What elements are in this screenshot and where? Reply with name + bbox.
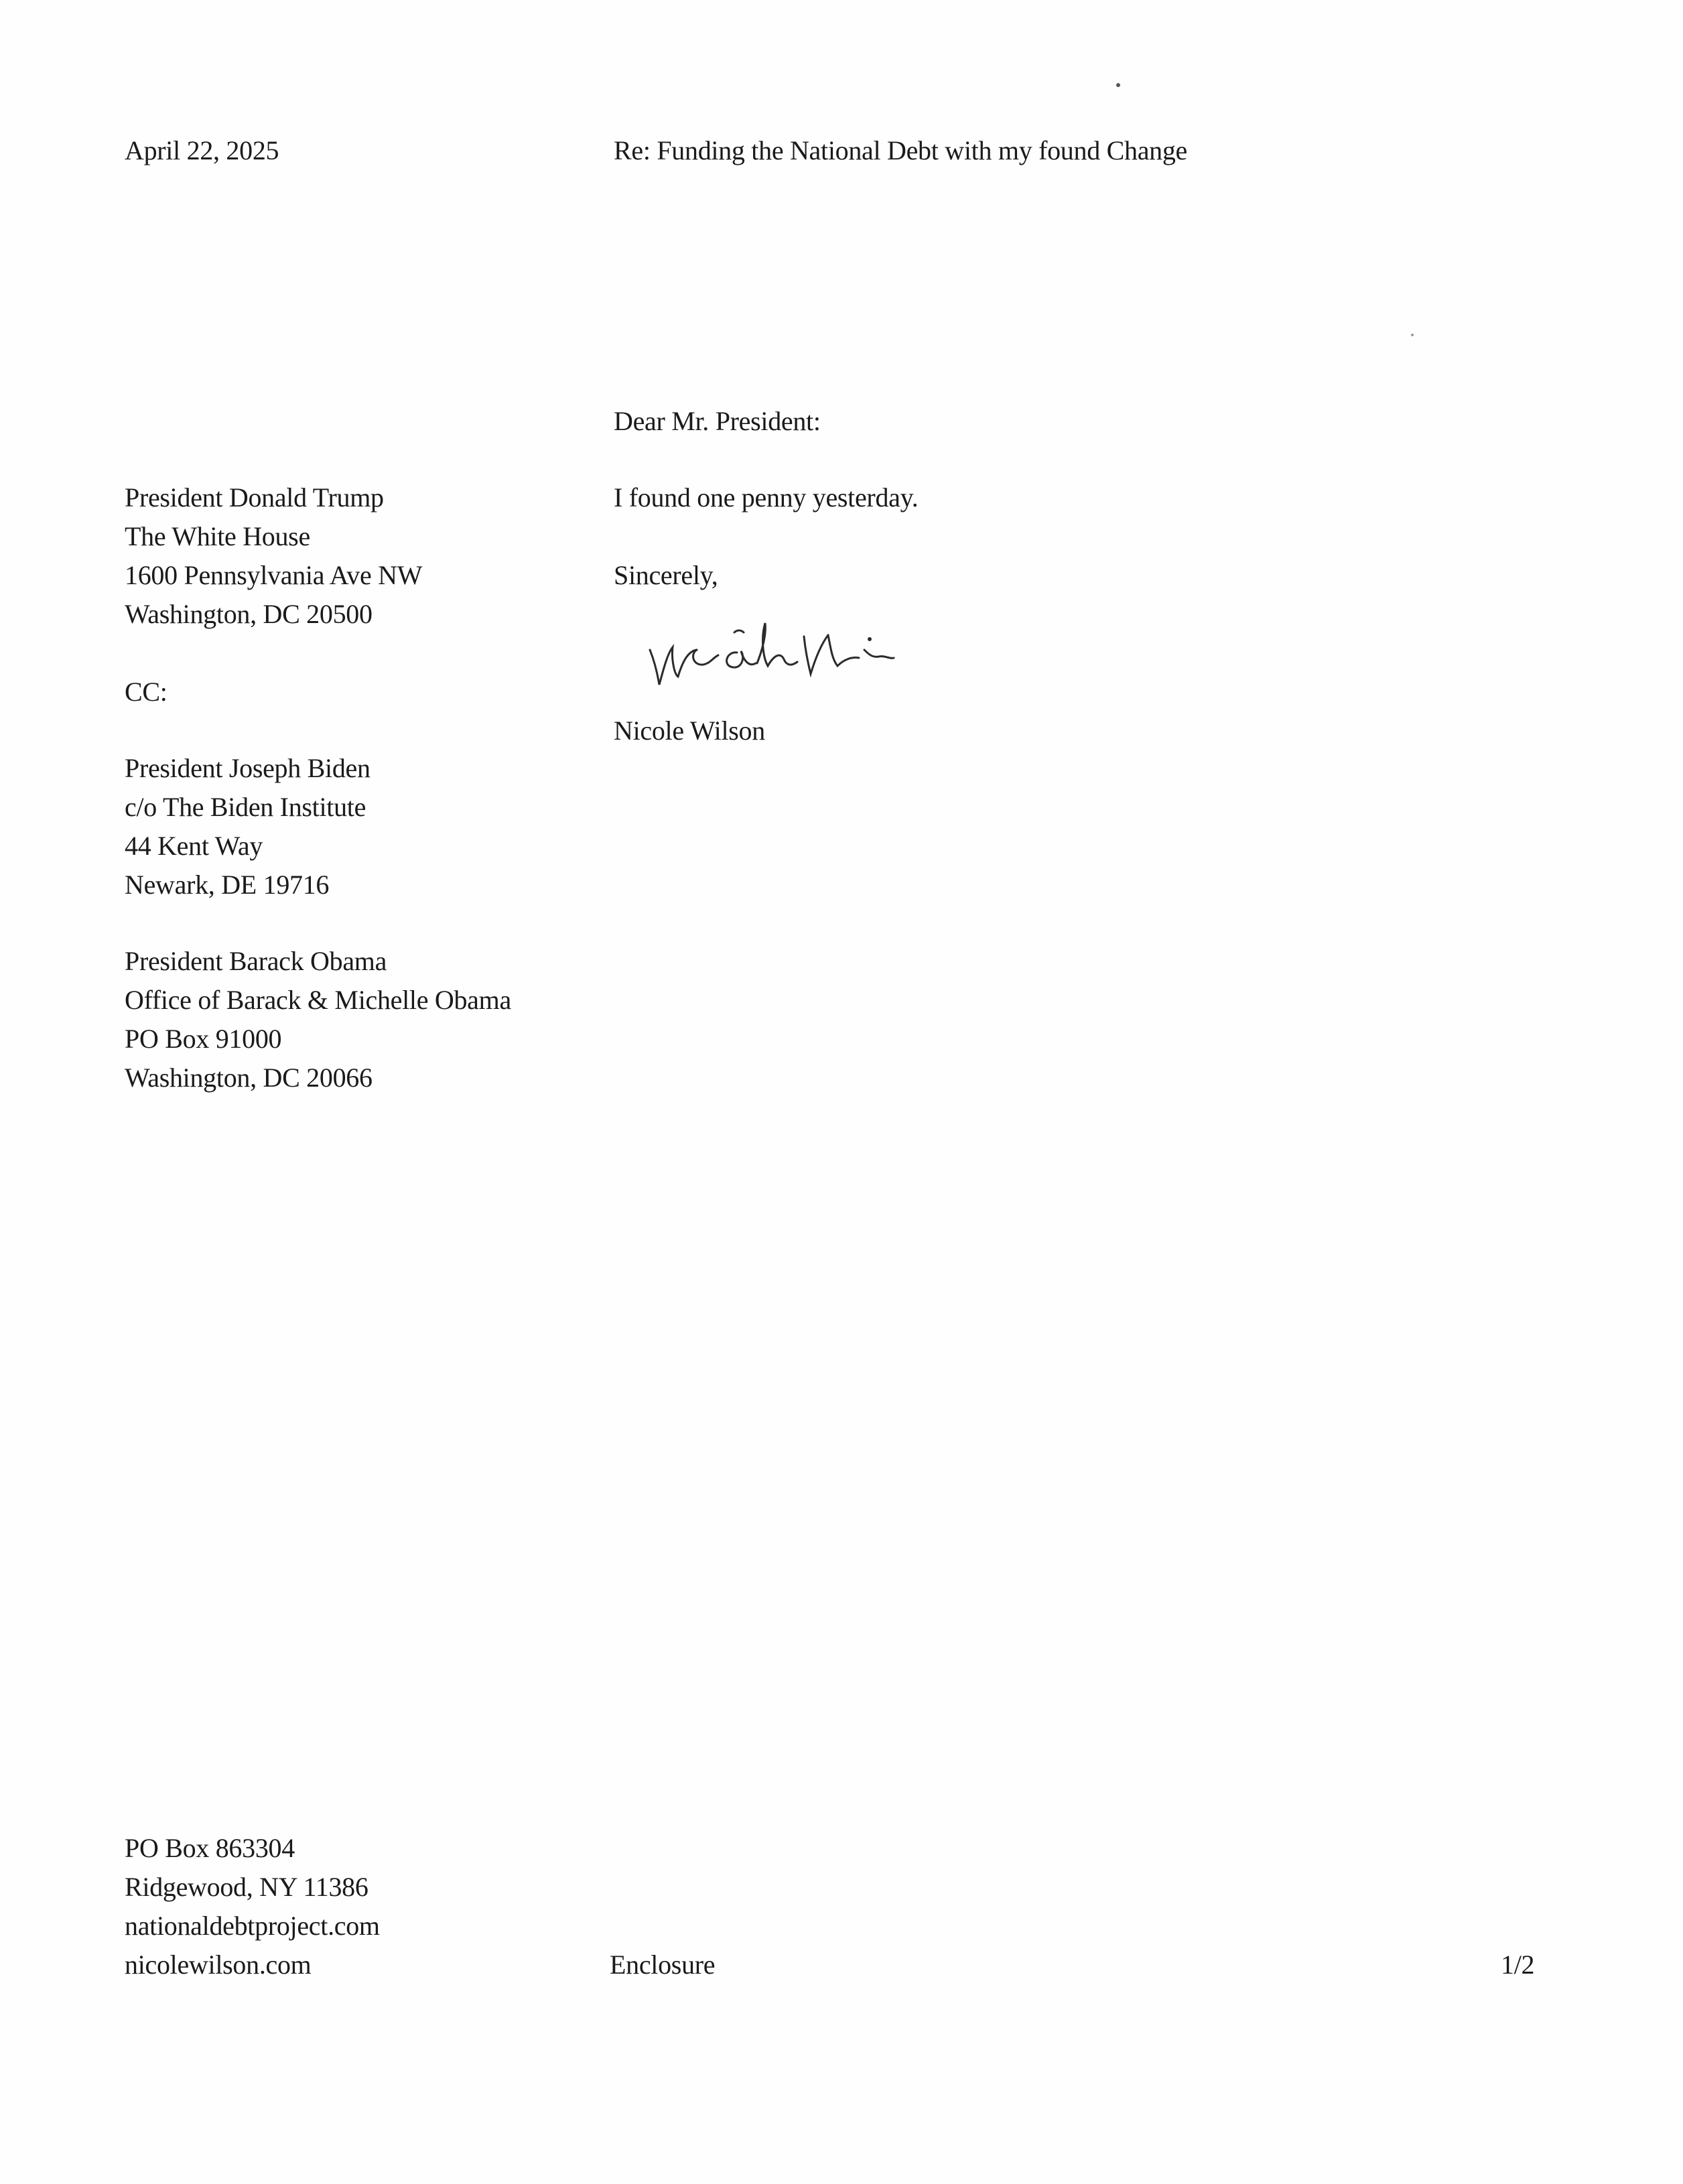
closing: Sincerely,: [614, 560, 718, 590]
scan-speck: [1116, 83, 1120, 87]
address-line: President Joseph Biden: [125, 753, 371, 783]
recipient-address: [125, 478, 422, 634]
letter-date: April 22, 2025: [125, 135, 279, 165]
address-line: Washington, DC 20500: [125, 599, 373, 629]
address-line: 1600 Pennsylvania Ave NW: [125, 560, 423, 590]
address-line: Ridgewood, NY 11386: [125, 1872, 368, 1902]
address-line: President Donald Trump: [125, 482, 384, 513]
address-line: The White House: [125, 521, 310, 551]
address-line: Newark, DE 19716: [125, 870, 330, 900]
cc-recipient-address: [125, 749, 371, 904]
sender-address: [125, 1829, 380, 1984]
address-line: Washington, DC 20066: [125, 1063, 373, 1093]
handwritten-signature: [643, 610, 951, 703]
address-line: Office of Barack & Michelle Obama: [125, 985, 511, 1015]
address-line: PO Box 863304: [125, 1833, 295, 1863]
salutation: Dear Mr. President:: [614, 406, 821, 436]
cc-label: CC:: [125, 677, 167, 707]
page-number: 1/2: [1501, 1950, 1535, 1980]
website-link[interactable]: nationaldebtproject.com: [125, 1911, 380, 1941]
letter-subject: Re: Funding the National Debt with my found Change: [614, 135, 1187, 165]
website-link[interactable]: nicolewilson.com: [125, 1950, 312, 1980]
address-line: 44 Kent Way: [125, 831, 263, 861]
letter-body: I found one penny yesterday.: [614, 482, 919, 513]
enclosure-label: Enclosure: [610, 1950, 716, 1980]
address-line: c/o The Biden Institute: [125, 792, 366, 822]
scan-speck: [1411, 334, 1414, 336]
address-line: President Barack Obama: [125, 946, 387, 976]
signer-name: Nicole Wilson: [614, 715, 765, 746]
address-line: PO Box 91000: [125, 1024, 282, 1054]
cc-recipient-address: [125, 942, 511, 1097]
